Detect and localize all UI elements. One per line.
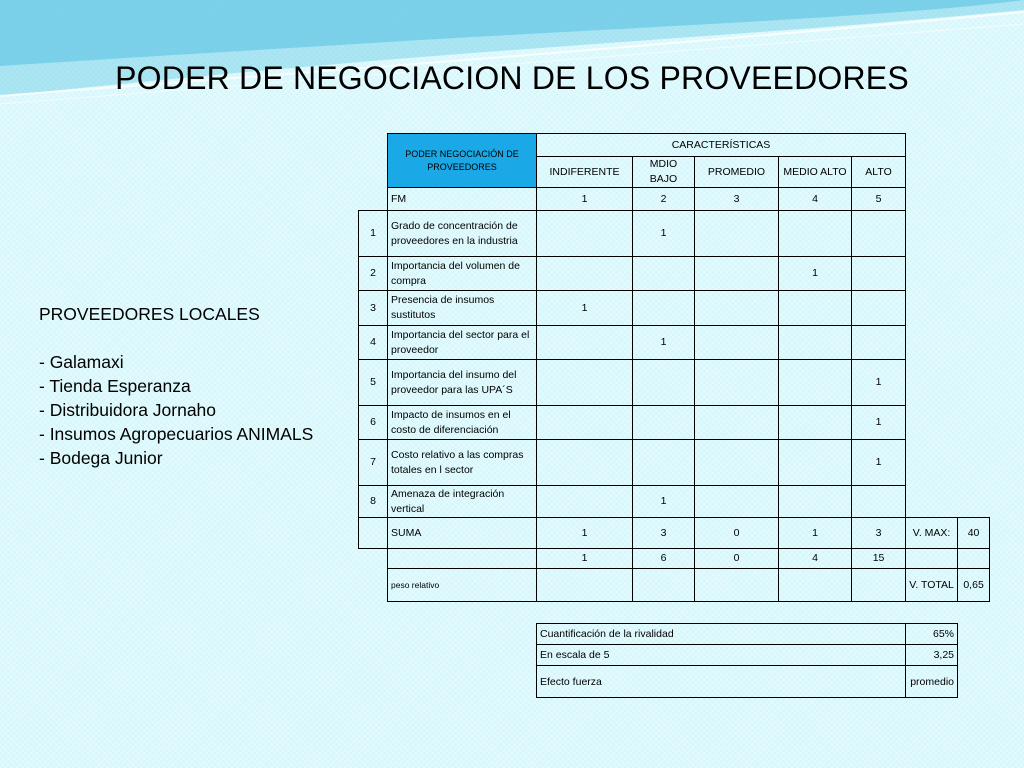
vmax-value: 40 (958, 518, 990, 549)
fm-value: 2 (633, 188, 695, 211)
table-cell: 1 (852, 360, 906, 406)
table-cell (695, 486, 779, 518)
table-cell: 1 (537, 291, 633, 326)
quant-value: promedio (906, 666, 958, 698)
table-cell: 1 (633, 326, 695, 360)
fm-label: FM (388, 188, 537, 211)
table-row (359, 440, 990, 486)
suma-value: 0 (695, 518, 779, 549)
table-row (359, 257, 990, 291)
table-header-title: PODER NEGOCIACIÓN DE PROVEEDORES (388, 134, 537, 188)
table-cell (779, 440, 852, 486)
table-row (537, 624, 958, 645)
fm-value: 1 (537, 188, 633, 211)
table-row (537, 645, 958, 666)
local-suppliers-heading: PROVEEDORES LOCALES (39, 304, 260, 324)
row-number: 2 (359, 257, 388, 291)
table-cell (633, 406, 695, 440)
table-cell (537, 326, 633, 360)
row-label: Importancia del sector para el proveedor (388, 326, 537, 360)
quant-value: 65% (906, 624, 958, 645)
table-cell (779, 360, 852, 406)
row-number: 3 (359, 291, 388, 326)
table-cell (537, 486, 633, 518)
table-row (359, 486, 990, 518)
quant-value: 3,25 (906, 645, 958, 666)
weighted-row (359, 549, 990, 569)
table-cell: 1 (779, 257, 852, 291)
table-cell (695, 326, 779, 360)
table-cell (537, 360, 633, 406)
row-label: Importancia del volumen de compra (388, 257, 537, 291)
quant-label: Efecto fuerza (537, 666, 906, 698)
table-cell (537, 406, 633, 440)
row-label: Grado de concentración de proveedores en la industria (388, 211, 537, 257)
table-cell (633, 440, 695, 486)
weighted-value: 4 (779, 549, 852, 569)
supplier-item: - Distribuidora Jornaho (39, 400, 217, 420)
row-number: 8 (359, 486, 388, 518)
table-cell: 1 (852, 440, 906, 486)
table-cell (779, 406, 852, 440)
table-cell (852, 257, 906, 291)
quantification-table (536, 623, 958, 698)
table-cell: 1 (633, 211, 695, 257)
table-cell: 1 (633, 486, 695, 518)
suma-row (359, 518, 990, 549)
fm-value: 3 (695, 188, 779, 211)
table-cell (633, 360, 695, 406)
table-cell (852, 326, 906, 360)
table-row (359, 406, 990, 440)
table-cell (779, 211, 852, 257)
characteristics-header: CARACTERÍSTICAS (537, 134, 906, 157)
peso-label: peso relativo (388, 569, 537, 602)
weighted-value: 6 (633, 549, 695, 569)
table-cell (537, 211, 633, 257)
suma-value: 3 (852, 518, 906, 549)
column-header: PROMEDIO (695, 157, 779, 188)
column-header: INDIFERENTE (537, 157, 633, 188)
quant-label: En escala de 5 (537, 645, 906, 666)
fm-value: 4 (779, 188, 852, 211)
table-cell (633, 257, 695, 291)
table-cell (695, 406, 779, 440)
column-header: ALTO (852, 157, 906, 188)
slide-title: PODER DE NEGOCIACION DE LOS PROVEEDORES (115, 60, 909, 96)
quant-label: Cuantificación de la rivalidad (537, 624, 906, 645)
row-number: 6 (359, 406, 388, 440)
table-cell (537, 257, 633, 291)
table-cell (695, 211, 779, 257)
peso-row (359, 569, 990, 602)
suma-value: 1 (779, 518, 852, 549)
supplier-item: - Tienda Esperanza (39, 376, 191, 396)
weighted-value: 15 (852, 549, 906, 569)
table-cell (779, 486, 852, 518)
vtotal-label: V. TOTAL (906, 569, 958, 602)
table-cell (852, 486, 906, 518)
row-label: Impacto de insumos en el costo de diferenciación (388, 406, 537, 440)
supplier-item: - Galamaxi (39, 352, 124, 372)
vtotal-value: 0,65 (958, 569, 990, 602)
table-cell (695, 440, 779, 486)
table-cell (537, 440, 633, 486)
suma-value: 3 (633, 518, 695, 549)
table-cell (779, 291, 852, 326)
row-label: Presencia de insumos sustitutos (388, 291, 537, 326)
row-label: Costo relativo a las compras totales en l sector (388, 440, 537, 486)
table-cell (779, 326, 852, 360)
row-number: 5 (359, 360, 388, 406)
local-suppliers-block (39, 302, 313, 470)
supplier-item: - Bodega Junior (39, 448, 163, 468)
vmax-label: V. MAX: (906, 518, 958, 549)
table-cell (695, 360, 779, 406)
local-suppliers-list (39, 350, 313, 470)
supplier-item: - Insumos Agropecuarios ANIMALS (39, 424, 314, 444)
table-row (537, 666, 958, 698)
row-number: 1 (359, 211, 388, 257)
table-row (359, 211, 990, 257)
row-label: Importancia del insumo del proveedor para las UPA´S (388, 360, 537, 406)
weighted-value: 0 (695, 549, 779, 569)
table-cell (633, 291, 695, 326)
table-cell: 1 (852, 406, 906, 440)
suma-label: SUMA (388, 518, 537, 549)
table-cell (695, 257, 779, 291)
table-cell (852, 211, 906, 257)
row-number: 4 (359, 326, 388, 360)
fm-value: 5 (852, 188, 906, 211)
table-row (359, 326, 990, 360)
table-row (359, 360, 990, 406)
table-cell (695, 291, 779, 326)
row-number: 7 (359, 440, 388, 486)
column-header: MEDIO ALTO (779, 157, 852, 188)
bargaining-power-table (358, 133, 990, 602)
suma-value: 1 (537, 518, 633, 549)
table-row (359, 291, 990, 326)
row-label: Amenaza de integración vertical (388, 486, 537, 518)
weighted-value: 1 (537, 549, 633, 569)
table-cell (852, 291, 906, 326)
column-header: MDIO BAJO (633, 157, 695, 188)
